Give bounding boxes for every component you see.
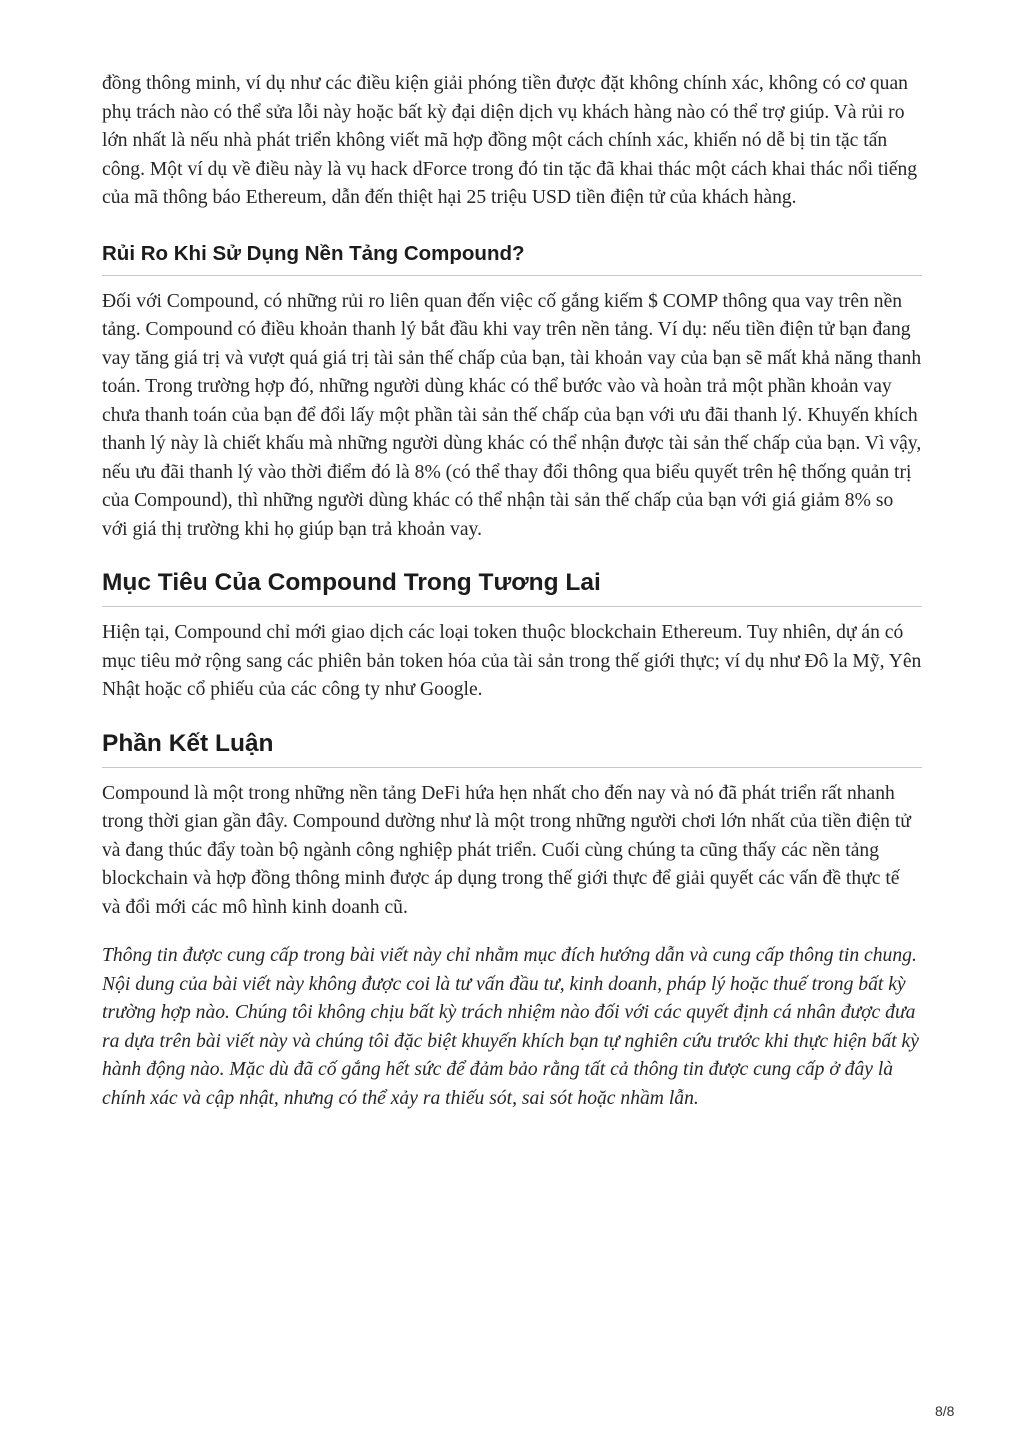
page-number: 8/8: [935, 1403, 955, 1419]
section-paragraph-conclusion: Compound là một trong những nền tảng DeFi hứa hẹn nhất cho đến nay và nó đã phát triển rất nhanh trong thời gian gần đây. Compound dường như là một trong những người chơi lớn nhất của tiền điện tử và đang thúc đẩy toàn bộ ngành công nghiệp phát triển. Cuối cùng chúng ta cũng thấy các nền tảng blockchain và hợp đồng thông minh được áp dụng trong thế giới thực để giải quyết các vấn đề thực tế và đổi mới các mô hình kinh doanh cũ.: [102, 782, 911, 918]
section-heading-conclusion: Phần Kết Luận: [102, 729, 922, 768]
section-paragraph-risks: Đối với Compound, có những rủi ro liên quan đến việc cố gắng kiếm $ COMP thông qua vay trên nền tảng. Compound có điều khoản thanh lý bắt đầu khi vay trên nền tảng. Ví dụ: nếu tiền điện tử bạn đang vay tăng giá trị và vượt quá giá trị tài sản thế chấp của bạn, tài khoản vay của bạn sẽ mất khả năng thanh toán. Trong trường hợp đó, những người dùng khác có thể bước vào và hoàn trả một phần khoản vay chưa thanh toán của bạn để đổi lấy một phần tài sản thế chấp của bạn với ưu đãi thanh lý. Khuyến khích thanh lý này là chiết khấu mà những người dùng khác có thể nhận được tài sản thế chấp của bạn. Vì vậy, nếu ưu đãi thanh lý vào thời điểm đó là 8% (có thể thay đổi thông qua biểu quyết trên hệ thống quản trị của Compound), thì những người dùng khác có thể nhận tài sản thế chấp của bạn với giá giảm 8% so với giá thị trường khi họ giúp bạn trả khoản vay.: [102, 290, 922, 540]
section-paragraph-future-goals: Hiện tại, Compound chỉ mới giao dịch các loại token thuộc blockchain Ethereum. Tuy nhiên, dự án có mục tiêu mở rộng sang các phiên bản token hóa của tài sản trong thế giới thực; ví dụ như Đô la Mỹ, Yên Nhật hoặc cổ phiếu của các công ty như Google.: [102, 622, 922, 700]
section-heading-risks: Rủi Ro Khi Sử Dụng Nền Tảng Compound?: [102, 241, 922, 276]
section-heading-future-goals: Mục Tiêu Của Compound Trong Tương Lai: [102, 568, 922, 607]
intro-paragraph: đồng thông minh, ví dụ như các điều kiện giải phóng tiền được đặt không chính xác, không có cơ quan phụ trách nào có thể sửa lỗi này hoặc bất kỳ đại diện dịch vụ khách hàng nào có thể trợ giúp. Và rủi ro lớn nhất là nếu nhà phát triển không viết mã hợp đồng một cách chính xác, khiến nó dễ bị tin tặc tấn công. Một ví dụ về điều này là vụ hack dForce trong đó tin tặc đã khai thác một cách khai thác nổi tiếng của mã thông báo Ethereum, dẫn đến thiệt hại 25 triệu USD tiền điện tử của khách hàng.: [102, 73, 918, 208]
disclaimer-paragraph: Thông tin được cung cấp trong bài viết này chỉ nhằm mục đích hướng dẫn và cung cấp thông tin chung. Nội dung của bài viết này không được coi là tư vấn đầu tư, kinh doanh, pháp lý hoặc thuế trong bất kỳ trường hợp nào. Chúng tôi không chịu bất kỳ trách nhiệm nào đối với các quyết định cá nhân được đưa ra dựa trên bài viết này và chúng tôi đặc biệt khuyến khích bạn tự nghiên cứu trước khi thực hiện bất kỳ hành động nào. Mặc dù đã cố gắng hết sức để đảm bảo rằng tất cả thông tin được cung cấp ở đây là chính xác và cập nhật, nhưng có thể xảy ra thiếu sót, sai sót hoặc nhầm lẫn.: [102, 945, 919, 1109]
article-body: [102, 70, 922, 1113]
